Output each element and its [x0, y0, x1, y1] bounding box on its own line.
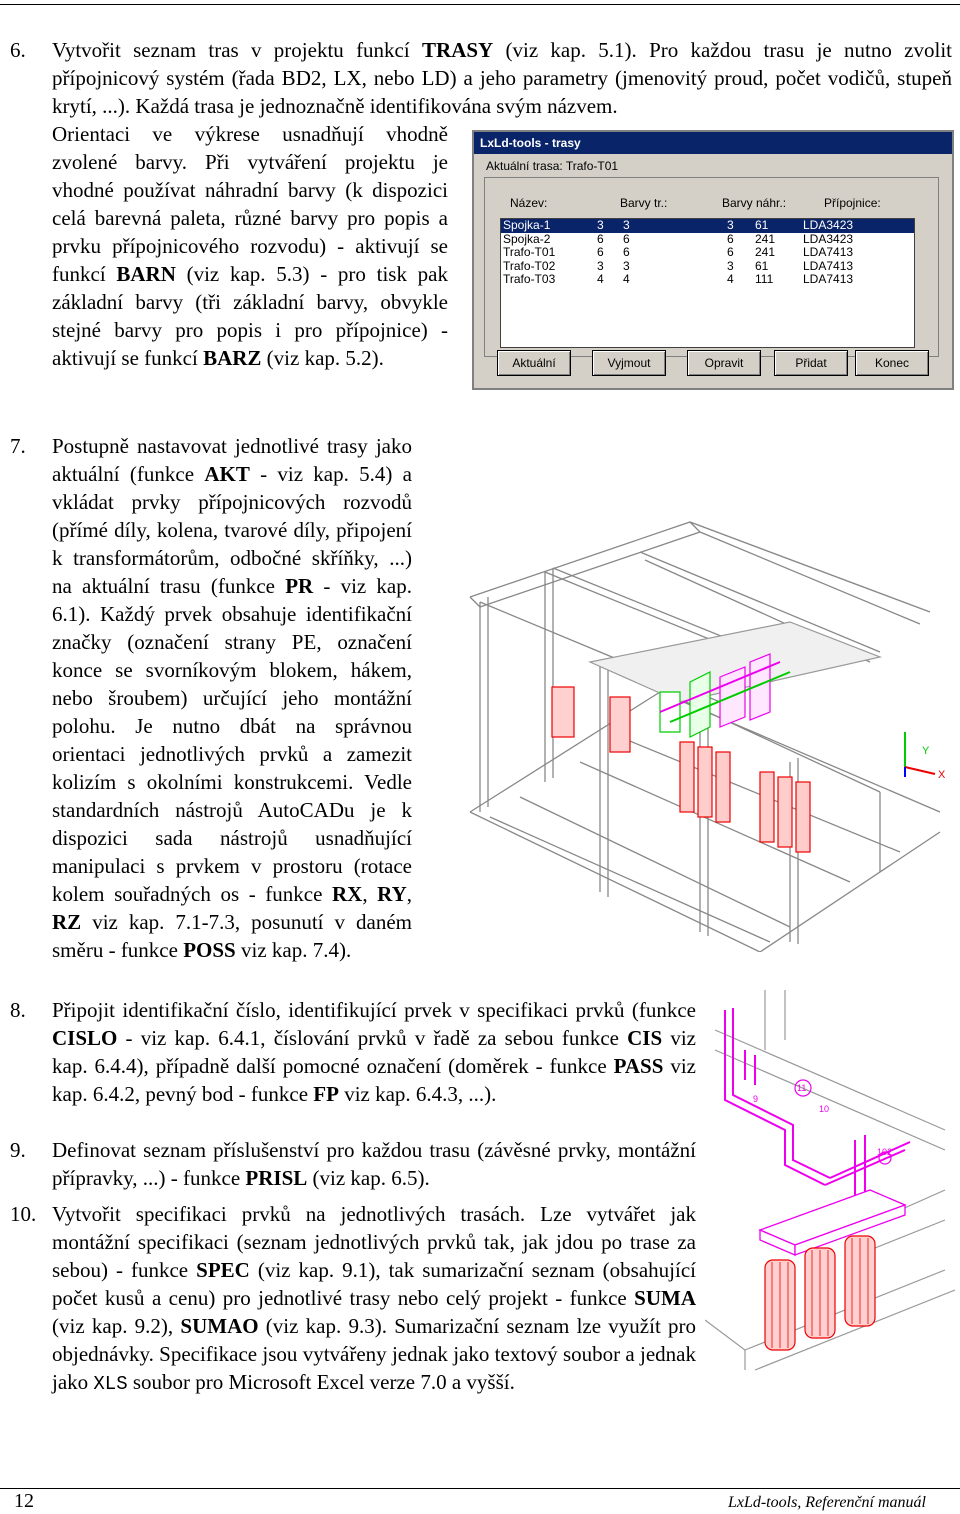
- text-run: (viz kap. 5.3) - pro tisk pak základní barvy (tři základní barvy, obvykle stejné barvy pro popis i pro přípojnice) - aktivují se funkcí: [52, 262, 448, 370]
- route-cell: 241: [755, 245, 776, 259]
- label-10: 10: [819, 1104, 830, 1114]
- route-cell: LDA3423: [803, 231, 854, 246]
- route-cell: LDA7413: [803, 258, 854, 273]
- dialog-title: LxLd-tools - trasy: [474, 132, 952, 154]
- route-cell: LDA7413: [803, 272, 854, 286]
- route-cell: 6: [597, 231, 604, 246]
- route-cell: 61: [755, 218, 769, 232]
- page-number: 12: [14, 1490, 34, 1512]
- label-9: 9: [753, 1094, 759, 1104]
- label-102: 102: [877, 1147, 893, 1157]
- route-cell: 3: [727, 258, 734, 273]
- route-cell: 3: [623, 218, 630, 232]
- column-alt-colors: Barvy náhr.:: [722, 196, 787, 210]
- text-run: (viz kap. 9.3). Sumarizační seznam lze využít pro objednávky. Specifikace jsou vytvářeny jednak jako textový soubor a jednak jako: [52, 1314, 696, 1394]
- route-cell: Spojka-2: [503, 231, 551, 246]
- command-name: RY: [377, 882, 407, 906]
- text-run: - viz kap. 6.4.1, číslování prvků v řadě za sebou funkce: [117, 1026, 628, 1050]
- route-cell: 61: [755, 258, 769, 273]
- axis-y-label: Y: [922, 745, 930, 757]
- command-name: BARZ: [203, 346, 262, 370]
- item-number: 7.: [10, 434, 26, 458]
- active-button[interactable]: Aktuální: [497, 350, 571, 376]
- item-number: 10.: [10, 1202, 37, 1226]
- text-run: (viz kap. 9.1), tak sumarizační seznam (obsahující počet kusů a cenu) pro jednotlivé trasy nebo celý projekt - funkce: [52, 1258, 696, 1310]
- route-cell: 6: [623, 245, 630, 259]
- close-button[interactable]: Konec: [855, 350, 929, 376]
- text-run: - viz kap. 6.1). Každý prvek obsahuje identifikační značky (označení strany PE, označení konce se svorníkovým blokem, hákem, nebo šroubem) určující jeho montážní polohu. Je nutno dbát na správnou orientaci jednotlivých prvků a zamezit kolizím s okolními konstrukcemi. Vedle standardních nástrojů AutoCADu je k dispozici sada nástrojů usnadňující manipulaci s prvkem v prostoru (rotace kolem souřadných os - funkce: [52, 574, 412, 906]
- command-name: POSS: [183, 938, 236, 962]
- route-cell: 111: [755, 272, 774, 286]
- route-cell: 3: [727, 218, 734, 232]
- route-cell: 3: [623, 258, 630, 273]
- item-text: [52, 1200, 696, 1398]
- item-number: 9.: [10, 1138, 26, 1162]
- route-cell: 4: [597, 272, 604, 286]
- item-text: [52, 996, 696, 1108]
- route-cell: Spojka-1: [503, 218, 551, 232]
- text-run: Definovat seznam příslušenství pro každou trasu (závěsné prvky, montážní přípravky, ...) - funkce: [52, 1138, 696, 1190]
- active-route-label: Aktuální trasa: Trafo-T01: [486, 159, 619, 173]
- text-run: (viz kap. 9.2),: [52, 1314, 181, 1338]
- text-run: Postupně nastavovat jednotlivé trasy jako aktuální (funkce: [52, 434, 412, 486]
- add-button[interactable]: Přidat: [774, 350, 848, 376]
- column-name: Název:: [510, 196, 548, 210]
- item-number: 6.: [10, 38, 26, 62]
- route-cell: LDA3423: [803, 218, 854, 232]
- route-row[interactable]: [501, 219, 914, 233]
- text-run: viz kap. 7.4).: [235, 938, 352, 962]
- route-cell: Trafo-T03: [503, 272, 556, 286]
- command-name: SUMA: [634, 1286, 696, 1310]
- busbar-detail-drawing: [705, 990, 955, 1385]
- text-run: viz kap. 6.4.3, ...).: [338, 1082, 497, 1106]
- command-name: PASS: [613, 1054, 664, 1078]
- item-runs: [52, 434, 412, 962]
- route-cell: LDA7413: [803, 245, 854, 259]
- text-run: (viz kap. 6.5).: [307, 1166, 430, 1190]
- routes-dialog: [472, 130, 954, 390]
- route-cell: 6: [597, 245, 604, 259]
- route-cell: Trafo-T02: [503, 258, 556, 273]
- remove-button[interactable]: Vyjmout: [592, 350, 666, 376]
- route-cell: 4: [623, 272, 630, 286]
- text-run: viz kap. 6.4.2, pevný bod - funkce: [52, 1054, 697, 1106]
- route-row[interactable]: [501, 246, 914, 260]
- label-11: 11: [797, 1083, 807, 1093]
- text-run: Připojit identifikační číslo, identifikující prvek v specifikaci prvků (funkce: [52, 998, 696, 1022]
- frame-drawing: [460, 512, 955, 952]
- command-name: CIS: [627, 1026, 663, 1050]
- command-name: AKT: [204, 462, 250, 486]
- route-cell: 4: [727, 272, 734, 286]
- command-name: CISLO: [52, 1026, 118, 1050]
- routes-list[interactable]: [500, 218, 915, 348]
- route-cell: 3: [597, 218, 604, 232]
- text-run: - viz kap. 5.4) a vkládat prvky přípojnicových rozvodů (přímé díly, kolena, tvarové díly, připojení k transformátorům, odbočné skříňky, ...) na aktuální trasu (funkce: [52, 462, 412, 598]
- manual-title: LxLd-tools, Referenční manuál: [727, 1494, 926, 1511]
- top-rule: [0, 4, 960, 5]
- text-run: Orientaci ve výkrese usnadňují vhodně zvolené barvy. Při vytváření projektu je vhodné používat náhradní barvy (k dispozici celá barevná paleta, různé barvy pro popis a prvku přípojnicového rozvodu) - aktivují se funkcí: [52, 122, 448, 286]
- file-format: XLS: [93, 1373, 128, 1395]
- text-run: ,: [406, 882, 412, 906]
- command-name: RX: [331, 882, 363, 906]
- text-run: Vytvořit seznam tras v projektu funkcí: [52, 38, 423, 62]
- item-text: [52, 36, 952, 120]
- text-run: viz kap. 6.4.4), případně další pomocné označení (doměrek - funkce: [52, 1026, 697, 1078]
- text-run: viz kap. 7.1-7.3, posunutí v daném směru - funkce: [52, 910, 412, 962]
- route-row[interactable]: [501, 273, 914, 287]
- route-cell: 6: [727, 231, 734, 246]
- text-run: Vytvořit specifikaci prvků na jednotlivých trasách. Lze vytvářet jak montážní specifikaci (seznam jednotlivých prvků tak, jak jdou po trase za sebou) - funkce: [52, 1202, 696, 1282]
- paragraph-text: [52, 120, 448, 372]
- text-run: (viz kap. 5.1). Pro každou trasu je nutno zvolit přípojnicový systém (řada BD2, LX, nebo LD) a jeho parametry (jmenovitý proud, počet vodičů, stupeň krytí, ...). Každá trasa je jednoznačně identifikována svým názvem.: [52, 38, 952, 118]
- route-row[interactable]: [501, 233, 914, 247]
- command-name: RZ: [52, 910, 82, 934]
- edit-button[interactable]: Opravit: [687, 350, 761, 376]
- text-run: (viz kap. 5.2).: [261, 346, 384, 370]
- column-busbar: Přípojnice:: [824, 196, 881, 210]
- item-text: [52, 1136, 696, 1192]
- command-name: PR: [285, 574, 314, 598]
- text-run: ,: [362, 882, 378, 906]
- item-number: 8.: [10, 998, 26, 1022]
- command-name: SUMAO: [180, 1314, 259, 1338]
- route-cell: 6: [623, 231, 630, 246]
- route-row[interactable]: [501, 260, 914, 274]
- command-name: FP: [313, 1082, 339, 1106]
- command-name: PRISL: [245, 1166, 308, 1190]
- command-name: BARN: [116, 262, 176, 286]
- command-name: TRASY: [422, 38, 494, 62]
- route-cell: 6: [727, 245, 734, 259]
- text-run: soubor pro Microsoft Excel verze 7.0 a vyšší.: [127, 1370, 515, 1394]
- bottom-rule: [0, 1488, 960, 1489]
- column-colors: Barvy tr.:: [620, 196, 668, 210]
- route-cell: Trafo-T01: [503, 245, 556, 259]
- route-cell: 3: [597, 258, 604, 273]
- axis-x-label: X: [938, 769, 946, 781]
- route-cell: 241: [755, 231, 776, 246]
- command-name: SPEC: [196, 1258, 250, 1282]
